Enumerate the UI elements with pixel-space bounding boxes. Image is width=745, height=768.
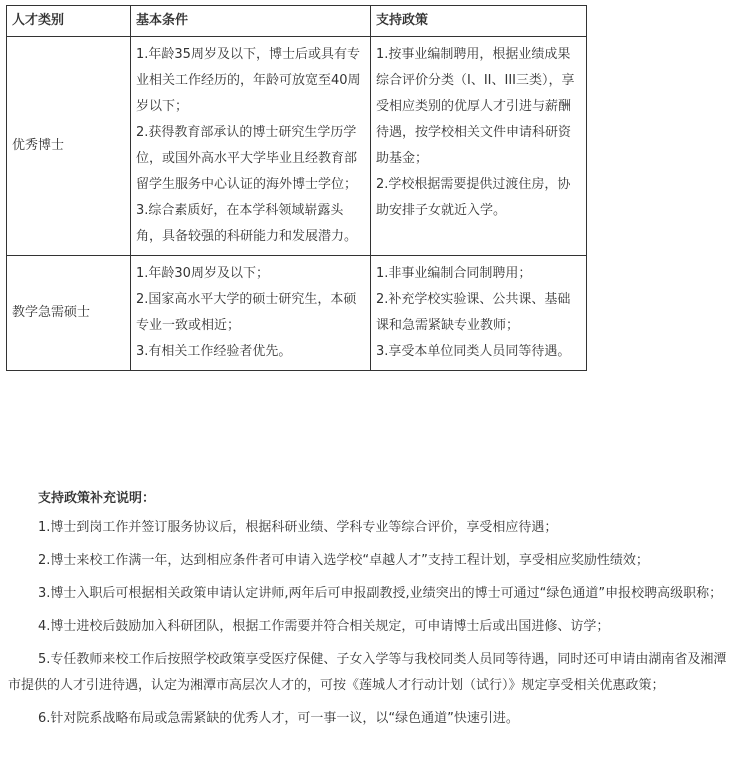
note-item: 4.博士进校后鼓励加入科研团队，根据工作需要并符合相关规定，可申请博士后或出国进修、访学；	[38, 619, 610, 634]
policy-item: 1.非事业编制合同制聘用；	[376, 266, 532, 281]
policy-item: 3.享受本单位同类人员同等待遇。	[376, 344, 571, 359]
conditions-cell	[131, 37, 371, 256]
policies-cell	[371, 37, 587, 256]
header-conditions: 基本条件	[131, 6, 371, 37]
table-header-row	[7, 6, 587, 37]
table-row-teaching-master	[7, 256, 587, 371]
header-category: 人才类别	[7, 6, 131, 37]
note-item: 3.博士入职后可根据相关政策申请认定讲师,两年后可申报副教授,业绩突出的博士可通过“绿色通道”申报校聘高级职称；	[38, 586, 723, 601]
condition-item: 2.获得教育部承认的博士研究生学历学位，或国外高水平大学毕业且经教育部留学生服务中心认证的海外博士学位；	[136, 125, 358, 192]
table-row-excellent-phd	[7, 37, 587, 256]
notes-title: 支持政策补充说明：	[38, 491, 156, 506]
category-cell: 优秀博士	[7, 37, 131, 256]
note-item: 5.专任教师来校工作后按照学校政策享受医疗保健、子女入学等与我校同类人员同等待遇，同时还可申请由湖南省及湘潭市提供的人才引进待遇，认定为湘潭市高层次人才的，可按《莲城人才行动计划（试行）》规定享受相关优惠政策；	[8, 652, 727, 693]
header-policies: 支持政策	[371, 6, 587, 37]
policy-item: 2.学校根据需要提供过渡住房，协助安排子女就近入学。	[376, 177, 571, 218]
condition-item: 1.年龄35周岁及以下，博士后或具有专业相关工作经历的，年龄可放宽至40周岁以下；	[136, 47, 361, 114]
category-cell: 教学急需硕士	[7, 256, 131, 371]
note-item: 2.博士来校工作满一年，达到相应条件者可申请入选学校“卓越人才”支持工程计划，享受相应奖励性绩效；	[38, 553, 649, 568]
conditions-cell	[131, 256, 371, 371]
policies-cell	[371, 256, 587, 371]
policy-item: 1.按事业编制聘用，根据业绩成果综合评价分类（I、II、III三类），享受相应类别的优厚人才引进与薪酬待遇，按学校相关文件申请科研资助基金；	[376, 47, 575, 166]
condition-item: 3.有相关工作经验者优先。	[136, 344, 292, 359]
condition-item: 1.年龄30周岁及以下；	[136, 266, 269, 281]
condition-item: 2.国家高水平大学的硕士研究生，本硕专业一致或相近；	[136, 292, 357, 333]
policy-item: 2.补充学校实验课、公共课、基础课和急需紧缺专业教师；	[376, 292, 571, 333]
note-item: 6.针对院系战略布局或急需紧缺的优秀人才，可一事一议，以“绿色通道”快速引进。	[38, 711, 519, 726]
policy-notes	[8, 490, 738, 739]
talent-policy-table	[6, 5, 587, 371]
note-item: 1.博士到岗工作并签订服务协议后，根据科研业绩、学科专业等综合评价，享受相应待遇；	[38, 520, 558, 535]
condition-item: 3.综合素质好，在本学科领域崭露头角，具备较强的科研能力和发展潜力。	[136, 203, 358, 244]
